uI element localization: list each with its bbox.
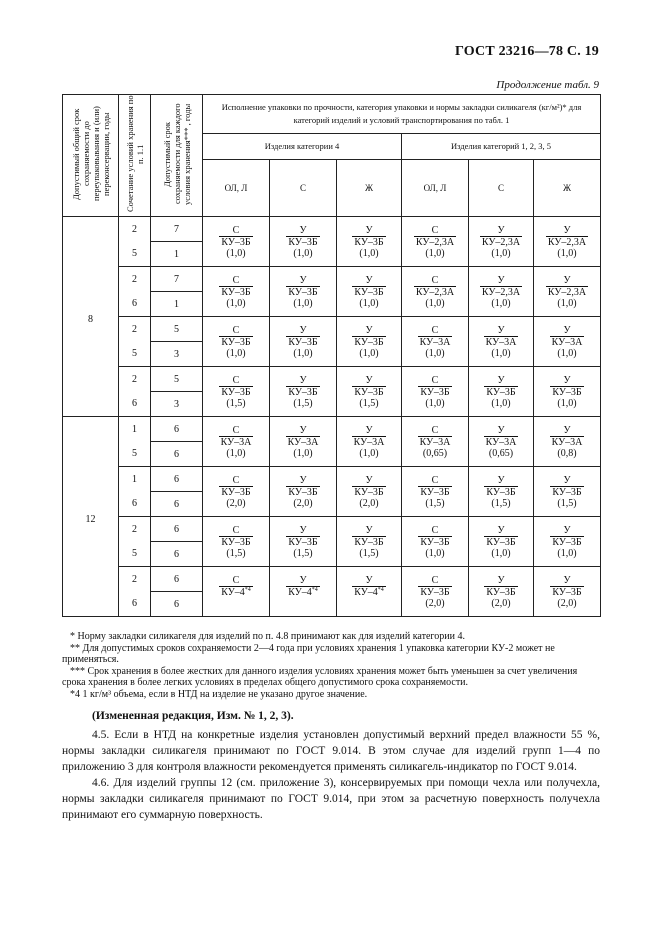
combo-value: 5 (132, 348, 137, 360)
silica-norm-value: (1,5) (425, 497, 445, 509)
package-category: КУ–3Б (354, 236, 384, 248)
combo-value: 6 (132, 298, 137, 310)
period-value: 5 (174, 323, 179, 335)
package-category: КУ–2,3А (547, 236, 587, 248)
packing-strength: С (431, 524, 439, 536)
packing-strength: С (431, 424, 439, 436)
silica-norm-value: (1,0) (293, 347, 313, 359)
silica-norm-value: (1,0) (491, 397, 511, 409)
period-value: 6 (151, 541, 202, 566)
packing-strength: С (232, 474, 240, 486)
silica-norm-value: (1,0) (425, 247, 445, 259)
silica-norm-value: (1,0) (425, 547, 445, 559)
silica-norm-value: (1,5) (359, 397, 379, 409)
norm-cell (402, 567, 469, 617)
silica-norm-value: (1,5) (557, 497, 577, 509)
table-row (63, 267, 601, 317)
col-head-storage-combo: Сочетание условий хранения по п. 1.1 (119, 95, 151, 217)
norm-cell (337, 217, 402, 267)
norm-cell (337, 367, 402, 417)
package-category: КУ–3Б (354, 286, 384, 298)
packing-strength: У (365, 324, 373, 336)
silica-norm-value: (1,0) (293, 247, 313, 259)
table-row (63, 367, 601, 417)
period-cell (151, 467, 203, 517)
period-value: 6 (174, 573, 179, 585)
period-value: 3 (151, 341, 202, 366)
norm-cell (534, 417, 601, 467)
norm-cell (402, 417, 469, 467)
norm-cell (270, 567, 337, 617)
norm-cell (402, 217, 469, 267)
period-value: 5 (174, 373, 179, 385)
sub-head: С (469, 160, 534, 217)
silica-norm-value: (1,0) (557, 397, 577, 409)
sub-head: Ж (534, 160, 601, 217)
storage-combo-cell (119, 267, 151, 317)
packing-strength: У (299, 374, 307, 386)
period-cell (151, 417, 203, 467)
package-category: КУ–3Б (221, 336, 251, 348)
period-cell (151, 567, 203, 617)
storage-combo-cell (119, 367, 151, 417)
silica-norm-value: (1,0) (557, 297, 577, 309)
period-cell (151, 317, 203, 367)
combo-value: 2 (132, 523, 137, 535)
package-category: КУ–3Б (288, 536, 318, 548)
norm-cell (203, 217, 270, 267)
period-cell (151, 517, 203, 567)
silica-norm-value: (1,5) (359, 547, 379, 559)
table-row (63, 217, 601, 267)
packing-strength: У (365, 524, 373, 536)
col-head-period-each: Допустимый срок сохраняемости для каждого условия хранения*** , годы (151, 95, 203, 217)
norm-cell (270, 367, 337, 417)
period-value: 3 (151, 391, 202, 416)
silica-norm-value: (2,0) (359, 497, 379, 509)
period-value: 6 (151, 441, 202, 466)
table-row (63, 517, 601, 567)
package-category: КУ–3Б (221, 236, 251, 248)
sub-head: ОЛ, Л (203, 160, 270, 217)
norm-cell (534, 217, 601, 267)
silica-norm-value: (0,65) (488, 447, 514, 459)
package-category: КУ–3Б (420, 536, 450, 548)
norm-cell (337, 567, 402, 617)
norm-cell (203, 467, 270, 517)
norm-cell (402, 517, 469, 567)
packing-strength: У (497, 274, 505, 286)
table-row (63, 417, 601, 467)
packing-strength: С (232, 224, 240, 236)
package-category: КУ–3А (419, 436, 451, 448)
package-category: КУ–3Б (354, 486, 384, 498)
packing-strength: У (299, 324, 307, 336)
package-category: КУ–3А (220, 436, 252, 448)
norm-cell (270, 517, 337, 567)
packing-strength: С (232, 574, 240, 586)
norm-cell (203, 417, 270, 467)
norm-cell (402, 267, 469, 317)
footnote: *** Срок хранения в более жестких для данного изделия условиях хранения может быть уменьшен за счет увеличения срока хранения в более легких условиях в пределах общего допустимого срока сохраняемости. (62, 665, 578, 688)
period-value: 6 (151, 591, 202, 616)
norm-cell (270, 267, 337, 317)
silica-norm-value: (2,0) (557, 597, 577, 609)
combo-value: 5 (132, 548, 137, 560)
norm-cell (534, 317, 601, 367)
footnote-ref: *4 (377, 586, 384, 593)
period-value: 7 (174, 223, 179, 235)
norm-cell (203, 267, 270, 317)
silica-norm-value: (2,0) (425, 597, 445, 609)
package-category: КУ–3Б (221, 486, 251, 498)
silica-norm-value: (1,5) (226, 397, 246, 409)
package-category: КУ–2,3А (481, 286, 521, 298)
packing-strength: С (232, 374, 240, 386)
packing-strength: У (563, 274, 571, 286)
table-row (63, 467, 601, 517)
norm-cell (270, 417, 337, 467)
package-category: КУ–3Б (420, 486, 450, 498)
silica-norm-value: (1,5) (293, 397, 313, 409)
packing-strength: С (431, 374, 439, 386)
packing-strength: С (431, 324, 439, 336)
norm-cell (270, 467, 337, 517)
packing-strength: У (497, 474, 505, 486)
package-category: КУ–3А (551, 436, 583, 448)
packing-strength: С (431, 274, 439, 286)
packing-strength: С (232, 274, 240, 286)
silica-norm-value: (1,0) (359, 297, 379, 309)
silica-norm-value: (1,0) (491, 347, 511, 359)
storage-period-cell: 8 (63, 217, 119, 417)
norm-cell (469, 217, 534, 267)
norm-cell (469, 317, 534, 367)
period-value: 1 (151, 291, 202, 316)
footnote: *4 1 кг/м³ объема, если в НТД на изделие не указано другое значение. (70, 688, 368, 700)
period-value: 6 (174, 473, 179, 485)
packing-strength: У (563, 224, 571, 236)
packing-strength: У (365, 224, 373, 236)
norm-cell (270, 217, 337, 267)
packing-strength: У (563, 574, 571, 586)
norm-cell (469, 417, 534, 467)
storage-combo-cell (119, 317, 151, 367)
table-row (63, 567, 601, 617)
package-category: КУ–4 (288, 586, 312, 598)
period-value: 6 (174, 423, 179, 435)
norm-cell (337, 467, 402, 517)
packing-strength: У (497, 574, 505, 586)
silica-norm-value: (1,0) (293, 297, 313, 309)
package-category: КУ–3А (485, 436, 517, 448)
package-category: КУ–3Б (288, 336, 318, 348)
silica-norm-value: (2,0) (293, 497, 313, 509)
storage-combo-cell (119, 517, 151, 567)
packing-strength: У (365, 574, 373, 586)
combo-value: 2 (132, 373, 137, 385)
silica-norm-value: (1,0) (359, 247, 379, 259)
table-continuation-label: Продолжение табл. 9 (496, 79, 599, 91)
norm-cell (534, 517, 601, 567)
silica-norm-value: (1,0) (359, 347, 379, 359)
packing-strength: С (232, 424, 240, 436)
paragraph-4-5: 4.5. Если в НТД на конкретные изделия установлен допустимый верхний предел влажности 55 %, нормы закладки силикагеля принимают по ГОСТ 9.014. В этом случае для изделий групп 1—4 по приложению 3 для контроля влажности рекомендуется применять силикагель-индикатор по ГОСТ 9.014. (62, 729, 600, 773)
packing-strength: У (497, 224, 505, 236)
norm-cell (469, 467, 534, 517)
package-category: КУ–3Б (552, 536, 582, 548)
silica-norm-value: (1,0) (491, 297, 511, 309)
package-category: КУ–3Б (221, 536, 251, 548)
packing-strength: У (299, 524, 307, 536)
norm-cell (203, 317, 270, 367)
footnote-ref: *4 (244, 586, 251, 593)
col-head-category-4: Изделия категории 4 (203, 133, 402, 159)
package-category: КУ–3Б (354, 336, 384, 348)
packing-strength: У (365, 374, 373, 386)
package-category: КУ–3А (551, 336, 583, 348)
combo-value: 5 (132, 448, 137, 460)
norm-cell (337, 267, 402, 317)
package-category: КУ–3А (353, 436, 385, 448)
silica-norm-value: (1,0) (557, 547, 577, 559)
period-value: 6 (174, 523, 179, 535)
combo-value: 2 (132, 223, 137, 235)
norm-cell (337, 517, 402, 567)
norm-cell (469, 267, 534, 317)
packing-strength: С (431, 224, 439, 236)
storage-combo-cell (119, 567, 151, 617)
package-category: КУ–3Б (288, 486, 318, 498)
combo-value: 1 (132, 473, 137, 485)
packing-strength: С (431, 574, 439, 586)
packing-strength: С (232, 324, 240, 336)
norm-cell (469, 367, 534, 417)
norm-cell (337, 417, 402, 467)
package-category: КУ–3Б (354, 386, 384, 398)
table-row (63, 317, 601, 367)
silica-norm-value: (1,5) (491, 497, 511, 509)
package-category: КУ–3Б (486, 486, 516, 498)
silica-gel-norms-table (62, 94, 601, 617)
packing-strength: У (563, 474, 571, 486)
period-cell (151, 267, 203, 317)
sub-head: Ж (337, 160, 402, 217)
silica-norm-value: (1,0) (491, 247, 511, 259)
combo-value: 1 (132, 423, 137, 435)
combo-value: 2 (132, 323, 137, 335)
sub-head: ОЛ, Л (402, 160, 469, 217)
silica-norm-value: (1,0) (425, 397, 445, 409)
packing-strength: У (563, 524, 571, 536)
package-category: КУ–3Б (288, 286, 318, 298)
packing-strength: У (563, 424, 571, 436)
silica-norm-value: (1,0) (557, 347, 577, 359)
package-category: КУ–3Б (486, 586, 516, 598)
norm-cell (534, 467, 601, 517)
package-category: КУ–4 (221, 586, 245, 598)
norm-cell (203, 367, 270, 417)
package-category: КУ–4 (354, 586, 378, 598)
package-category: КУ–3А (485, 336, 517, 348)
package-category: КУ–3Б (552, 386, 582, 398)
package-category: КУ–3Б (486, 386, 516, 398)
silica-norm-value: (1,0) (293, 447, 313, 459)
silica-norm-value: (1,0) (226, 297, 246, 309)
amendment-note: (Измененная редакция, Изм. № 1, 2, 3). (92, 710, 294, 722)
norm-cell (203, 517, 270, 567)
silica-norm-value: (1,0) (226, 447, 246, 459)
combo-value: 6 (132, 398, 137, 410)
paragraph-4-6: 4.6. Для изделий группы 12 (см. приложение 3), консервируемых при помощи чехла или получехла, нормы закладки силикагеля принимают по ГОСТ 9.014, при этом за расчетную поверхность получехла принимают его суммарную поверхность. (62, 777, 600, 821)
package-category: КУ–3Б (354, 536, 384, 548)
norm-cell (534, 567, 601, 617)
silica-norm-value: (1,0) (359, 447, 379, 459)
footnote: * Норму закладки силикагеля для изделий по п. 4.8 принимают как для изделий категории 4. (70, 631, 465, 642)
package-category: КУ–3Б (552, 586, 582, 598)
norm-cell (469, 517, 534, 567)
silica-norm-value: (1,0) (226, 347, 246, 359)
silica-norm-value: (0,8) (557, 447, 577, 459)
storage-combo-cell (119, 417, 151, 467)
packing-strength: У (497, 524, 505, 536)
storage-period-cell: 12 (63, 417, 119, 617)
norm-cell (337, 317, 402, 367)
col-head-packing: Исполнение упаковки по прочности, категория упаковки и нормы закладки силикагеля (кг/м²)* для категорий изделий и условий транспортирования по табл. 1 (203, 95, 601, 134)
silica-norm-value: (1,0) (557, 247, 577, 259)
footnote: ** Для допустимых сроков сохраняемости 2—4 года при условиях хранения 1 упаковка категории КУ-2 может не применяться. (62, 642, 555, 665)
norm-cell (534, 267, 601, 317)
norm-cell (469, 567, 534, 617)
silica-norm-value: (2,0) (226, 497, 246, 509)
packing-strength: С (232, 524, 240, 536)
norm-cell (402, 367, 469, 417)
period-cell (151, 367, 203, 417)
sub-head: С (270, 160, 337, 217)
silica-norm-value: (1,0) (425, 297, 445, 309)
silica-norm-value: (1,5) (293, 547, 313, 559)
packing-strength: У (299, 424, 307, 436)
norm-cell (203, 567, 270, 617)
storage-combo-cell (119, 467, 151, 517)
silica-norm-value: (1,5) (226, 547, 246, 559)
period-value: 6 (151, 491, 202, 516)
body-text (62, 708, 600, 823)
packing-strength: У (299, 274, 307, 286)
silica-norm-value: (1,0) (491, 547, 511, 559)
package-category: КУ–3Б (486, 536, 516, 548)
package-category: КУ–3Б (420, 586, 450, 598)
norm-cell (402, 467, 469, 517)
silica-norm-value: (1,0) (425, 347, 445, 359)
col-head-category-1235: Изделия категорий 1, 2, 3, 5 (402, 133, 601, 159)
storage-combo-cell (119, 217, 151, 267)
package-category: КУ–3Б (420, 386, 450, 398)
period-value: 1 (151, 241, 202, 266)
packing-strength: У (365, 274, 373, 286)
package-category: КУ–2,3А (481, 236, 521, 248)
norm-cell (402, 317, 469, 367)
packing-strength: У (365, 474, 373, 486)
combo-value: 6 (132, 598, 137, 610)
packing-strength: У (497, 374, 505, 386)
packing-strength: У (497, 424, 505, 436)
col-head-total-period: Допустимый общий срок сохраняемости до переупаковывания и (или) переконсервации, годы (63, 95, 119, 217)
combo-value: 5 (132, 248, 137, 260)
silica-norm-value: (1,0) (226, 247, 246, 259)
package-category: КУ–3А (419, 336, 451, 348)
norm-cell (270, 317, 337, 367)
norm-cell (534, 367, 601, 417)
package-category: КУ–3Б (552, 486, 582, 498)
package-category: КУ–3Б (221, 286, 251, 298)
period-value: 7 (174, 273, 179, 285)
silica-norm-value: (0,65) (422, 447, 448, 459)
footnotes (62, 631, 600, 700)
combo-value: 2 (132, 273, 137, 285)
package-category: КУ–3А (287, 436, 319, 448)
package-category: КУ–2,3А (547, 286, 587, 298)
packing-strength: У (299, 574, 307, 586)
package-category: КУ–3Б (221, 386, 251, 398)
packing-strength: У (365, 424, 373, 436)
package-category: КУ–3Б (288, 386, 318, 398)
packing-strength: У (563, 324, 571, 336)
packing-strength: У (299, 224, 307, 236)
combo-value: 2 (132, 573, 137, 585)
page-title: ГОСТ 23216—78 С. 19 (455, 44, 599, 59)
silica-norm-value: (2,0) (491, 597, 511, 609)
packing-strength: У (497, 324, 505, 336)
packing-strength: У (299, 474, 307, 486)
packing-strength: С (431, 474, 439, 486)
package-category: КУ–2,3А (415, 286, 455, 298)
combo-value: 6 (132, 498, 137, 510)
package-category: КУ–2,3А (415, 236, 455, 248)
package-category: КУ–3Б (288, 236, 318, 248)
footnote-ref: *4 (311, 586, 318, 593)
packing-strength: У (563, 374, 571, 386)
period-cell (151, 217, 203, 267)
